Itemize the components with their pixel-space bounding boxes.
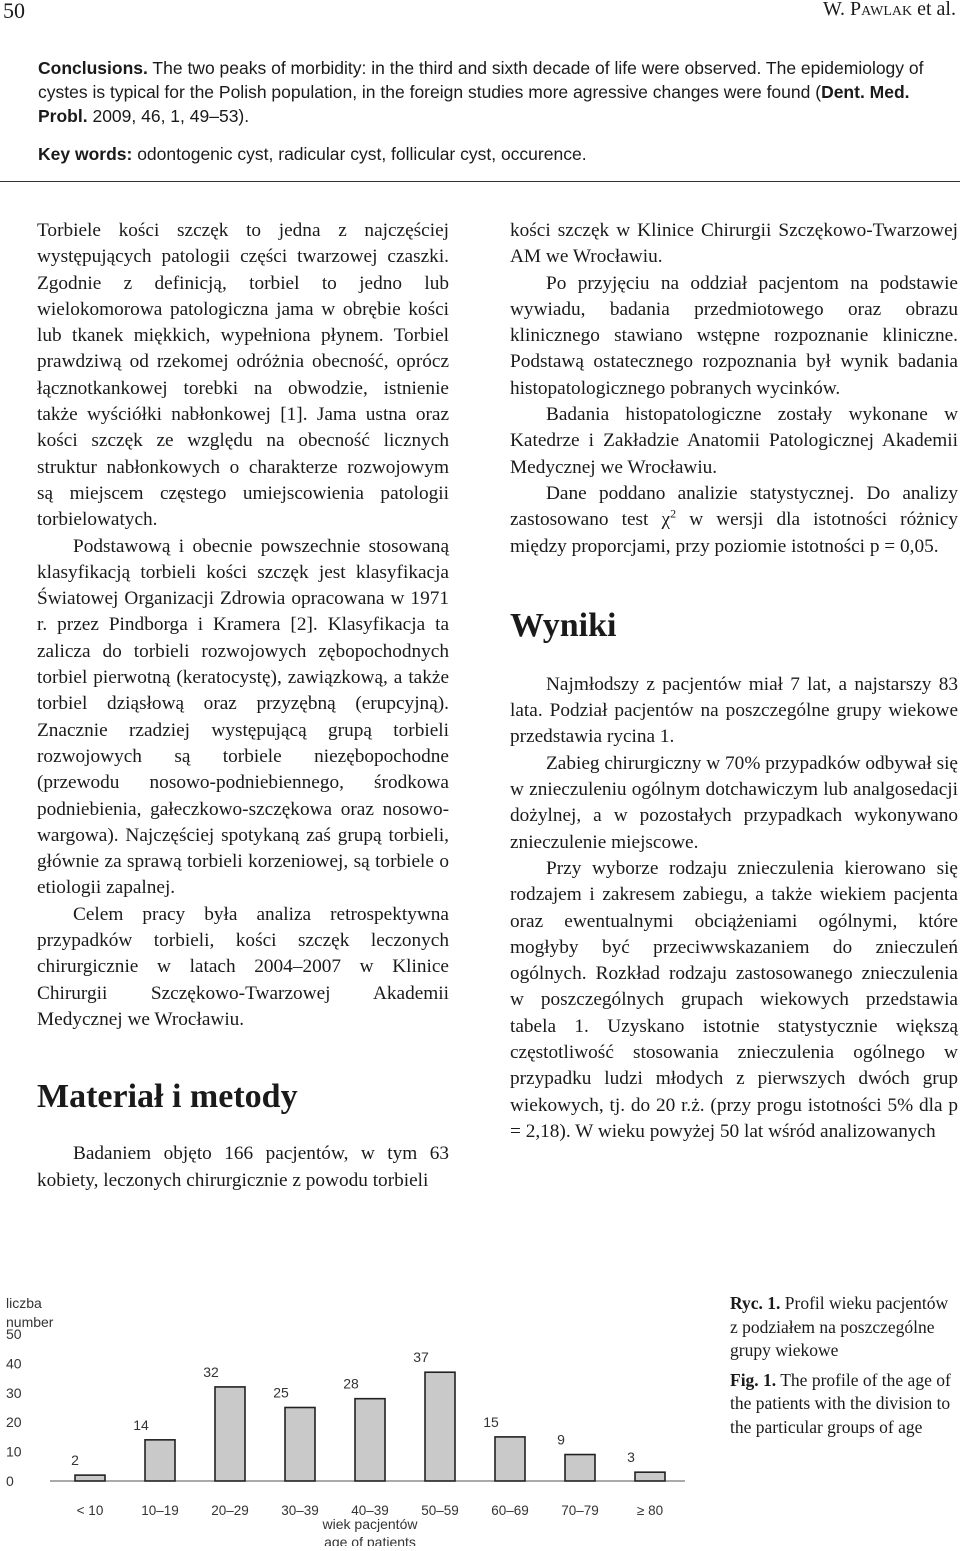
bar-value-label: 25: [273, 1384, 289, 1401]
y-axis-label-line: number: [6, 1314, 54, 1330]
ryc-label: Ryc. 1.: [730, 1293, 781, 1313]
page-number: 50: [3, 0, 25, 23]
bar-value-label: 14: [133, 1416, 149, 1433]
bar: [425, 1372, 455, 1481]
bar: [355, 1399, 385, 1481]
stats-text-a: Dane poddano analizie statystycznej. Do analizy zastosowano test χ: [510, 482, 958, 531]
keywords-label: Key words:: [38, 144, 133, 164]
running-head: [823, 0, 956, 21]
x-tick-label: 20–29: [211, 1503, 249, 1518]
author-etal: et al.: [912, 0, 956, 20]
x-tick-label: 40–39: [351, 1503, 389, 1518]
bar: [215, 1387, 245, 1481]
bar: [635, 1472, 665, 1481]
bar: [75, 1475, 105, 1481]
bar-value-label: 9: [557, 1431, 565, 1448]
abstract-conclusions: [38, 56, 958, 128]
x-axis-label-line: wiek pacjentów: [322, 1516, 418, 1532]
methods-paragraph-cont: kości szczęk w Klinice Chirurgii Szczękowo-Twarzowej AM we Wrocławiu.: [510, 220, 958, 268]
chi-square-superscript: 2: [670, 506, 677, 521]
bar-value-label: 32: [203, 1363, 219, 1380]
results-paragraph-3: Przy wyborze rodzaju znieczulenia kierowano się rodzajem i zakresem zabiegu, a także wiekiem pacjenta oraz ewentualnymi obciążeniami ogólnymi, które mogłyby być przeciwwskazaniem do znieczuleń ogólnych. Rozkład rodzaju zastosowanego znieczulenia w poszczególnych grupach wiekowych przedstawia tabela 1. Uzyskano istotnie statystycznie większą częstotliwość stosowania znieczulenia ogólnego w przypadku ludzi młodych z pierwszych dwóch grup wiekowych, tj. do 20 r.ż. (przy progu istotności 5% dla p = 2,18). W wieku powyżej 50 lat wśród analizowanych: [510, 857, 958, 1142]
bar: [495, 1437, 525, 1481]
bar: [285, 1408, 315, 1482]
methods-paragraph-2: Po przyjęciu na oddział pacjentom na podstawie wywiadu, badania przedmiotowego oraz obrazu klinicznego stawiano wstępne rozpoznanie kliniczne. Podstawą ostatecznego rozpoznania był wynik badania histopatologicznego pobranych wycinków.: [510, 272, 958, 399]
x-tick-label: ≥ 80: [636, 1503, 664, 1518]
x-tick-label: 10–19: [141, 1503, 179, 1518]
methods-paragraph-1: Badaniem objęto 166 pacjentów, w tym 63 kobiety, leczonych chirurgicznie z powodu torbieli: [37, 1143, 449, 1191]
stats-text-b: w wersji dla istotności różnicy między proporcjami, przy poziomie istotności p = 0,05.: [510, 509, 958, 557]
author-initial: W.: [822, 0, 851, 20]
x-tick-label: 70–79: [561, 1503, 599, 1518]
y-tick-label: 0: [6, 1473, 14, 1489]
x-tick-label: 60–69: [491, 1503, 529, 1518]
conclusions-label: Conclusions.: [38, 58, 148, 78]
bar-value-label: 28: [343, 1375, 359, 1392]
methods-paragraph-4: [510, 481, 958, 560]
results-paragraph-2: Zabieg chirurgiczny w 70% przypadków odbywał się w znieczuleniu ogólnym dotchawiczym lub analgosedacji dożylnej, a w pozostałych przypadkach wykonywano znieczulenie miejscowe.: [510, 752, 958, 853]
fig-label: Fig. 1.: [730, 1369, 777, 1390]
bar-value-label: 15: [483, 1413, 499, 1430]
caption-english: [730, 1369, 958, 1440]
x-axis-label-line: age of patients: [324, 1534, 416, 1546]
keywords: [38, 142, 958, 166]
intro-paragraph-3: Celem pracy była analiza retrospektywna przypadków torbieli, kości szczęk leczonych chirurgicznie w latach 2004–2007 w Klinice Chirurgii Szczękowo-Twarzowej Akademii Medycznej we Wrocławiu.: [37, 903, 449, 1030]
intro-paragraph-1: Torbiele kości szczęk to jedna z najczęściej występujących patologii części twarzowej czaszki. Zgodnie z definicją, torbiel to jedno lub wielokomorowa patologiczna jama w obrębie kości lub tkanek miękkich, wypełniona płynem. Torbiel prawdziwą od rzekomej odróżnia obecność, oprócz łącznotkankowej torebki na obwodzie, istnienie także wyściółki nabłonkowej [1]. Jama ustna oraz kości szczęk ze względu na obecność licznych struktur nabłonkowych o charakterze rozwojowym są miejscem częstego umiejscowienia patologii torbielowatych.: [37, 220, 449, 531]
fig-text: The profile of the age of the patients with the division to the particular groups of age: [730, 1369, 951, 1437]
intro-paragraph-2: Podstawową i obecnie powszechnie stosowaną klasyfikacją torbieli kości szczęk jest klasyfikacja Światowej Organizacji Zdrowia opracowana w 1971 r. przez Pindborga i Kramera [2]. Klasyfikacja ta zalicza do torbieli rozwojowych zębopochodnych torbiel pierwotną (keratocystę), zawiązkową, a także torbiel dziąsłową oraz przyzębną (erupcyjną). Znacznie rzadziej występującą grupą torbieli rozwojowych są torbiele niezębopochodne (przewodu nosowo-podniebiennego, środkowa podniebienia, gałeczkowo-szczękowa oraz nosowo-wargowa). Najczęściej spotykaną zaś grupą torbieli, głównie za sprawą torbieli korzeniowej, są torbiele o etiologii zapalnej.: [37, 535, 449, 899]
bar-chart-svg: [0, 1286, 700, 1546]
author-surname: Pawlak: [850, 0, 913, 20]
bar: [145, 1440, 175, 1481]
bar-value-label: 37: [413, 1349, 429, 1366]
conclusions-text: The two peaks of morbidity: in the third and sixth decade of life were observed. The epidemiology of cystes is typical for the Polish population, in the foreign studies more agressive changes were found (: [38, 58, 924, 102]
section-heading-results: Wyniki: [510, 606, 617, 644]
citation-journal: Dent. Med. Probl.: [38, 82, 910, 126]
y-axis-label-line: liczba: [6, 1295, 42, 1311]
y-tick-label: 30: [6, 1384, 22, 1401]
caption-polish: [730, 1292, 958, 1363]
y-tick-label: 20: [6, 1414, 22, 1431]
results-paragraph-1: Najmłodszy z pacjentów miał 7 lat, a najstarszy 83 lata. Podział pacjentów na poszczególne grupy wiekowe przedstawia rycina 1.: [510, 673, 958, 748]
figure-caption: [730, 1292, 958, 1439]
y-tick-label: 40: [6, 1355, 22, 1372]
bar-value-label: 3: [627, 1449, 635, 1466]
x-tick-label: 50–59: [421, 1503, 459, 1518]
keywords-text: odontogenic cyst, radicular cyst, follicular cyst, occurence.: [132, 144, 587, 164]
bar-value-label: 2: [71, 1452, 79, 1469]
section-heading-methods: Materiał i metody: [37, 1078, 298, 1116]
methods-paragraph-3: Badania histopatologiczne zostały wykonane w Katedrze i Zakładzie Anatomii Patologicznej Akademii Medycznej we Wrocławiu.: [510, 404, 958, 478]
left-column: [37, 218, 449, 1194]
y-tick-label: 50: [6, 1326, 22, 1342]
abstract-divider: [0, 181, 960, 182]
age-profile-chart: [0, 1286, 700, 1546]
right-column: [510, 218, 958, 1145]
page-header: [0, 0, 960, 30]
citation-rest: 2009, 46, 1, 49–53).: [87, 106, 250, 126]
bar: [565, 1455, 595, 1481]
x-tick-label: < 10: [76, 1503, 104, 1518]
x-tick-label: 30–39: [281, 1503, 319, 1518]
y-tick-label: 10: [6, 1443, 22, 1460]
ryc-text: Profil wieku pacjentów z podziałem na poszczególne grupy wiekowe: [730, 1293, 949, 1360]
